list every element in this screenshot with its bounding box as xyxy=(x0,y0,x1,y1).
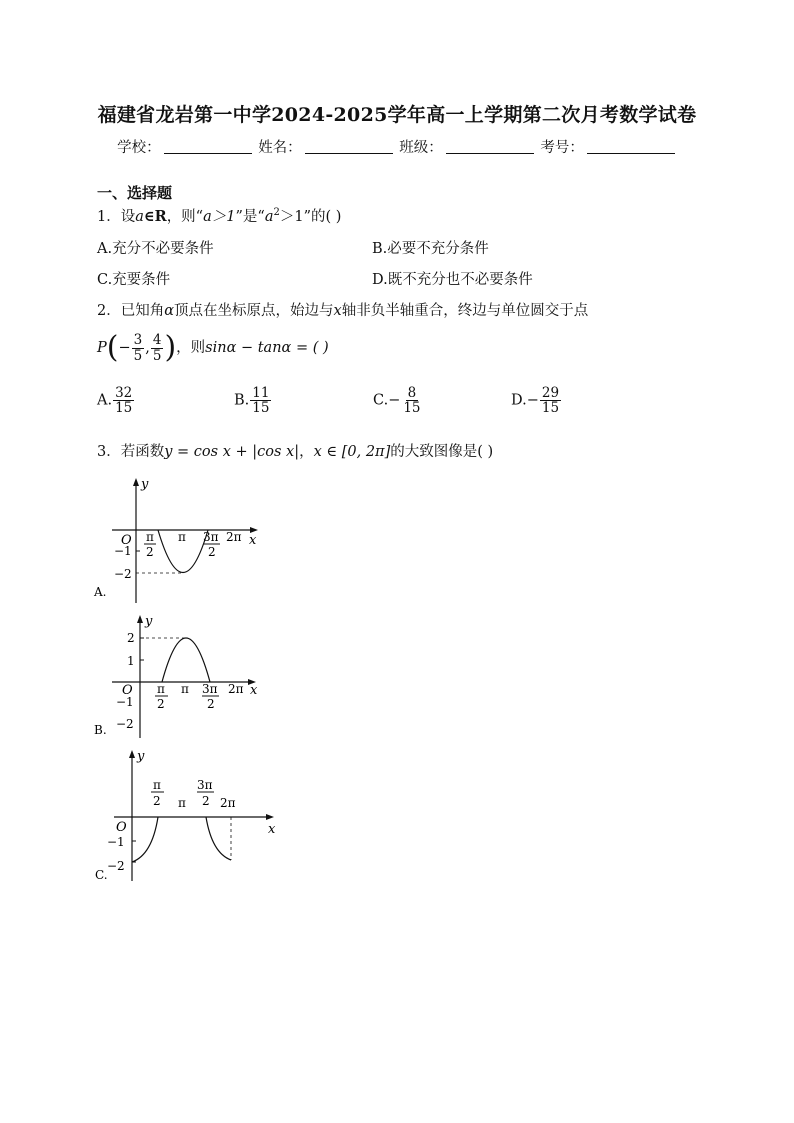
graph-a-tick-pi: π xyxy=(178,530,186,544)
q1-option-b[interactable]: B.必要不充分条件 xyxy=(372,241,489,257)
q2-point-expression: P(− $\frac{3}{5}$ , $\frac{4}{5}$ )，则sinα − tanα = ( ) xyxy=(97,330,329,365)
graph-a-tick-3pi-half-num: 3π xyxy=(203,530,219,544)
graph-c-tick-3pi-half-den: 2 xyxy=(202,794,210,808)
graph-c-tick-pi-half-num: π xyxy=(153,778,161,792)
question-1-stem: 1．设a∈R，则“a＞1”是“$a^2>1$”的( ) xyxy=(97,207,342,225)
graph-c-tick-pi-half-den: 2 xyxy=(153,794,161,808)
graph-c-tick-2pi: 2π xyxy=(220,796,236,810)
graph-b-origin: O xyxy=(122,683,133,698)
graph-b-tick-neg2: −2 xyxy=(116,717,134,731)
number-blank[interactable] xyxy=(587,139,675,154)
graph-c-x-label: x xyxy=(268,822,276,837)
q2-option-a[interactable]: A. $\frac{32}{15}$ xyxy=(97,385,133,417)
graph-c-y-arrow xyxy=(129,750,135,758)
graph-c-tick-neg2: −2 xyxy=(107,859,125,873)
graph-a-tick-neg1: −1 xyxy=(114,544,132,558)
graph-b-tick-2pi: 2π xyxy=(228,682,244,696)
school-blank[interactable] xyxy=(164,139,252,154)
q2-number: 2． xyxy=(97,303,121,319)
graph-c-tick-neg1: −1 xyxy=(107,835,125,849)
q2-option-b[interactable]: B. $\frac{11}{15}$ xyxy=(234,385,270,417)
q1-option-d[interactable]: D.既不充分也不必要条件 xyxy=(372,272,533,288)
graph-b-tick-2: 2 xyxy=(127,631,135,645)
graph-a-tick-3pi-half-den: 2 xyxy=(208,545,216,559)
graph-a-tick-pi-half-den: 2 xyxy=(146,545,154,559)
q1-option-a[interactable]: A.充分不必要条件 xyxy=(97,241,214,257)
graph-a-tick-2pi: 2π xyxy=(226,530,242,544)
graph-c-option-label: C. xyxy=(95,868,108,882)
graph-b-tick-1: 1 xyxy=(127,654,135,668)
graph-b-curve xyxy=(162,638,210,682)
graph-option-b[interactable] xyxy=(92,610,272,740)
graph-a-x-label: x xyxy=(249,533,257,548)
graph-c-y-label: y xyxy=(137,749,145,764)
name-label: 姓名： xyxy=(258,140,302,156)
student-info-row xyxy=(0,136,794,157)
graph-b-tick-neg1: −1 xyxy=(116,695,134,709)
graph-b-tick-pi-half-den: 2 xyxy=(157,697,165,711)
graph-c-curve-right xyxy=(206,817,231,860)
graph-a-y-arrow xyxy=(133,478,139,486)
q2-option-c[interactable]: C.− $\frac{8}{15}$ xyxy=(373,385,421,417)
graph-c-x-arrow xyxy=(266,814,274,820)
graph-a-tick-pi-half-num: π xyxy=(146,530,154,544)
number-label: 考号： xyxy=(540,140,584,156)
graph-b-x-label: x xyxy=(250,683,258,698)
graph-option-c[interactable] xyxy=(92,745,292,885)
graph-a-option-label: A. xyxy=(94,585,107,599)
class-label: 班级： xyxy=(399,140,443,156)
q1-option-c[interactable]: C.充要条件 xyxy=(97,272,171,288)
school-label: 学校： xyxy=(117,140,161,156)
graph-b-y-label: y xyxy=(145,614,153,629)
graph-b-tick-3pi-half-den: 2 xyxy=(207,697,215,711)
graph-b-tick-pi: π xyxy=(181,682,189,696)
graph-c-tick-3pi-half-num: 3π xyxy=(197,778,213,792)
graph-option-a[interactable] xyxy=(92,475,272,605)
graph-b-y-arrow xyxy=(137,615,143,623)
graph-a-origin: O xyxy=(121,533,132,548)
q2-option-d[interactable]: D.− $\frac{29}{15}$ xyxy=(511,385,560,417)
name-blank[interactable] xyxy=(305,139,393,154)
section-heading: 一、选择题 xyxy=(97,184,173,202)
question-3-stem: 3．若函数y = cos x + |cos x|，x ∈ [0, 2π]的大致图像是( ) xyxy=(97,444,494,460)
question-2-stem: 2．已知角α顶点在坐标原点，始边与x轴非负半轴重合，终边与单位圆交于点 xyxy=(97,303,589,319)
graph-a-y-label: y xyxy=(141,477,149,492)
class-blank[interactable] xyxy=(446,139,534,154)
graph-b-option-label: B. xyxy=(94,723,107,737)
q3-number: 3． xyxy=(97,444,121,460)
graph-b-tick-3pi-half-num: 3π xyxy=(202,682,218,696)
page-title: 福建省龙岩第一中学2024-2025学年高一上学期第二次月考数学试卷 xyxy=(97,104,697,126)
graph-c-origin: O xyxy=(116,820,127,835)
graph-b-tick-pi-half-num: π xyxy=(157,682,165,696)
q1-number: 1． xyxy=(97,209,121,225)
graph-c-curve-left xyxy=(132,817,158,862)
graph-a-tick-neg2: −2 xyxy=(114,567,132,581)
graph-c-tick-pi: π xyxy=(178,796,186,810)
